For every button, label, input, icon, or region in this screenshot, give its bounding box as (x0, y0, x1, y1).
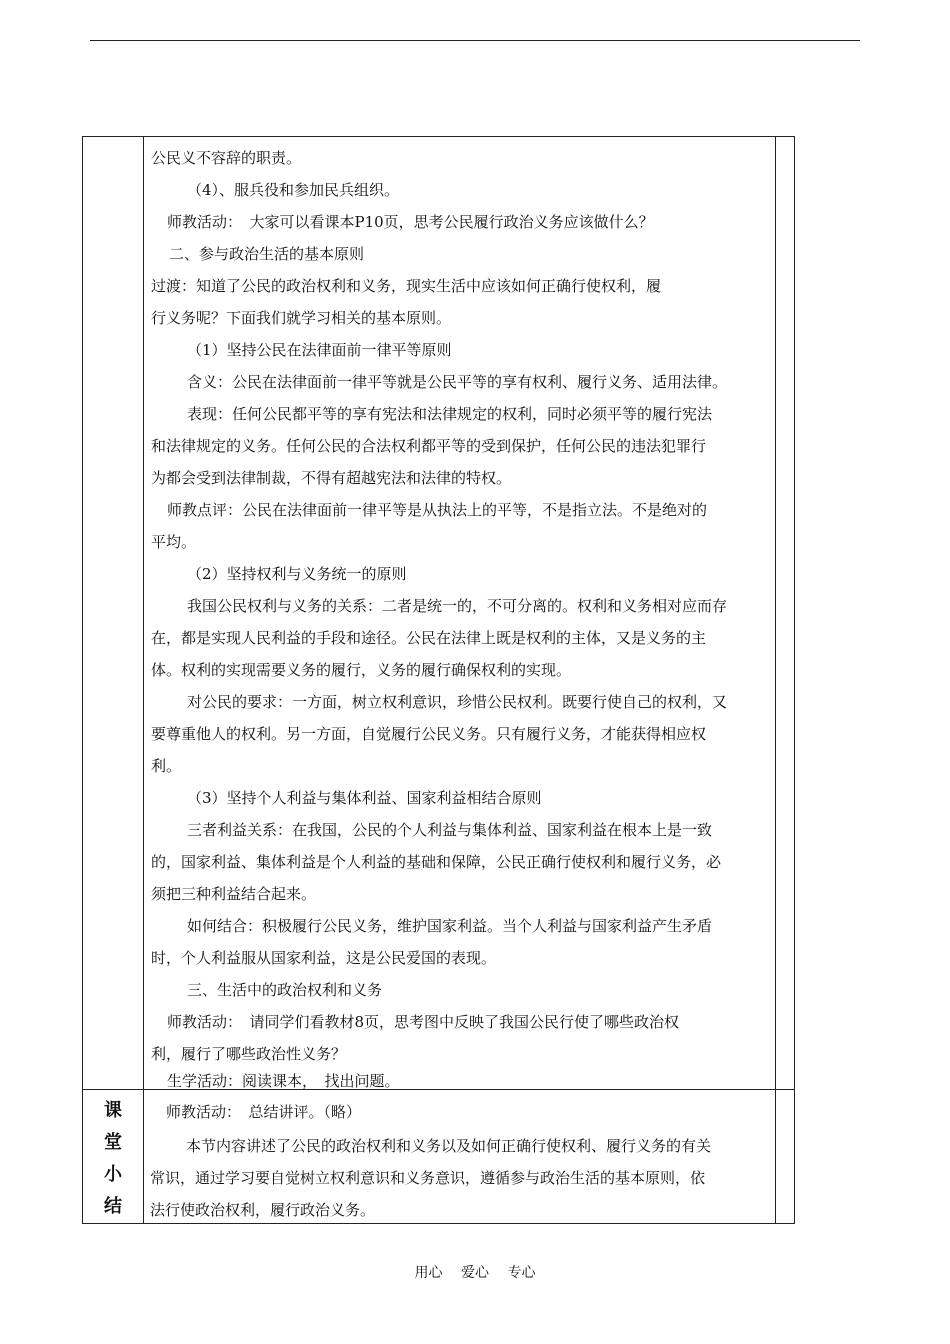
content-line: 我国公民权利与义务的关系：二者是统一的，不可分离的。权利和义务相对应而存 (187, 597, 728, 615)
content-line: 生学活动：阅读课本， 找出问题。 (167, 1072, 400, 1090)
content-line: 利，履行了哪些政治性义务？ (151, 1045, 347, 1063)
content-line: （2）坚持权利与义务统一的原则 (187, 565, 407, 583)
content-line: 含义：公民在法律面前一律平等就是公民平等的享有权利、履行义务、适用法律。 (187, 373, 728, 391)
summary-line: 常识，通过学习要自觉树立权利意识和义务意识，遵循参与政治生活的基本原则，依 (150, 1169, 706, 1187)
summary-line: 本节内容讲述了公民的政治权利和义务以及如何正确行使权利、履行义务的有关 (186, 1137, 712, 1155)
summary-label-char: 小 (104, 1164, 122, 1185)
lesson-table (82, 136, 795, 1224)
content-line: 时，个人利益服从国家利益，这是公民爱国的表现。 (151, 949, 497, 967)
content-line: 行义务呢？下面我们就学习相关的基本原则。 (151, 309, 452, 327)
content-line: 师教活动： 请同学们看教材8页，思考图中反映了我国公民行使了哪些政治权 (167, 1013, 680, 1031)
content-line: 三者利益关系：在我国，公民的个人利益与集体利益、国家利益在根本上是一致 (187, 821, 713, 839)
summary-label-char: 堂 (104, 1132, 122, 1153)
section-heading: 二、参与政治生活的基本原则 (169, 245, 365, 263)
summary-line: 法行使政治权利，履行政治义务。 (150, 1201, 376, 1219)
content-line: （1）坚持公民在法律面前一律平等原则 (187, 341, 452, 359)
content-line: 师教活动： 总结讲评。（略） (166, 1103, 362, 1121)
content-line: 师教活动： 大家可以看课本P10页，思考公民履行政治义务应该做什么？ (167, 213, 654, 231)
content-line: 表现：任何公民都平等的享有宪法和法律规定的权利，同时必须平等的履行宪法 (187, 405, 713, 423)
content-line: 在，都是实现人民利益的手段和途径。公民在法律上既是权利的主体，又是义务的主 (151, 629, 707, 647)
content-line: 公民义不容辞的职责。 (151, 149, 302, 167)
content-line: 过渡：知道了公民的政治权利和义务，现实生活中应该如何正确行使权利，履 (151, 277, 662, 295)
content-line: 如何结合：积极履行公民义务，维护国家利益。当个人利益与国家利益产生矛盾 (187, 917, 713, 935)
content-line: 体。权利的实现需要义务的履行，义务的履行确保权利的实现。 (151, 661, 572, 679)
table-col-divider-2 (775, 137, 776, 1223)
content-line: （3）坚持个人利益与集体利益、国家利益相结合原则 (187, 789, 542, 807)
content-line: 须把三种利益结合起来。 (151, 885, 317, 903)
header-rule (90, 40, 860, 41)
content-line: 为都会受到法律制裁，不得有超越宪法和法律的特权。 (151, 469, 512, 487)
content-line: 和法律规定的义务。任何公民的合法权利都平等的受到保护，任何公民的违法犯罪行 (151, 437, 707, 455)
content-line: （4）、服兵役和参加民兵组织。 (187, 181, 400, 199)
table-col-divider-1 (143, 137, 144, 1223)
page-footer: 用心 爱心 专心 (414, 1265, 536, 1281)
content-line: 的，国家利益、集体利益是个人利益的基础和保障，公民正确行使权利和履行义务，必 (151, 853, 722, 871)
content-line: 对公民的要求：一方面，树立权利意识，珍惜公民权利。既要行使自己的权利，又 (187, 693, 728, 711)
summary-label-char: 课 (104, 1100, 122, 1121)
content-line: 师教点评：公民在法律面前一律平等是从执法上的平等，不是指立法。不是绝对的 (167, 501, 708, 519)
content-line: 平均。 (151, 533, 197, 551)
summary-label (83, 1089, 143, 1225)
summary-label-char: 结 (104, 1196, 122, 1217)
content-line: 利。 (151, 757, 182, 775)
section-heading: 三、生活中的政治权利和义务 (187, 981, 383, 999)
content-line: 要尊重他人的权利。另一方面，自觉履行公民义务。只有履行义务，才能获得相应权 (151, 725, 707, 743)
